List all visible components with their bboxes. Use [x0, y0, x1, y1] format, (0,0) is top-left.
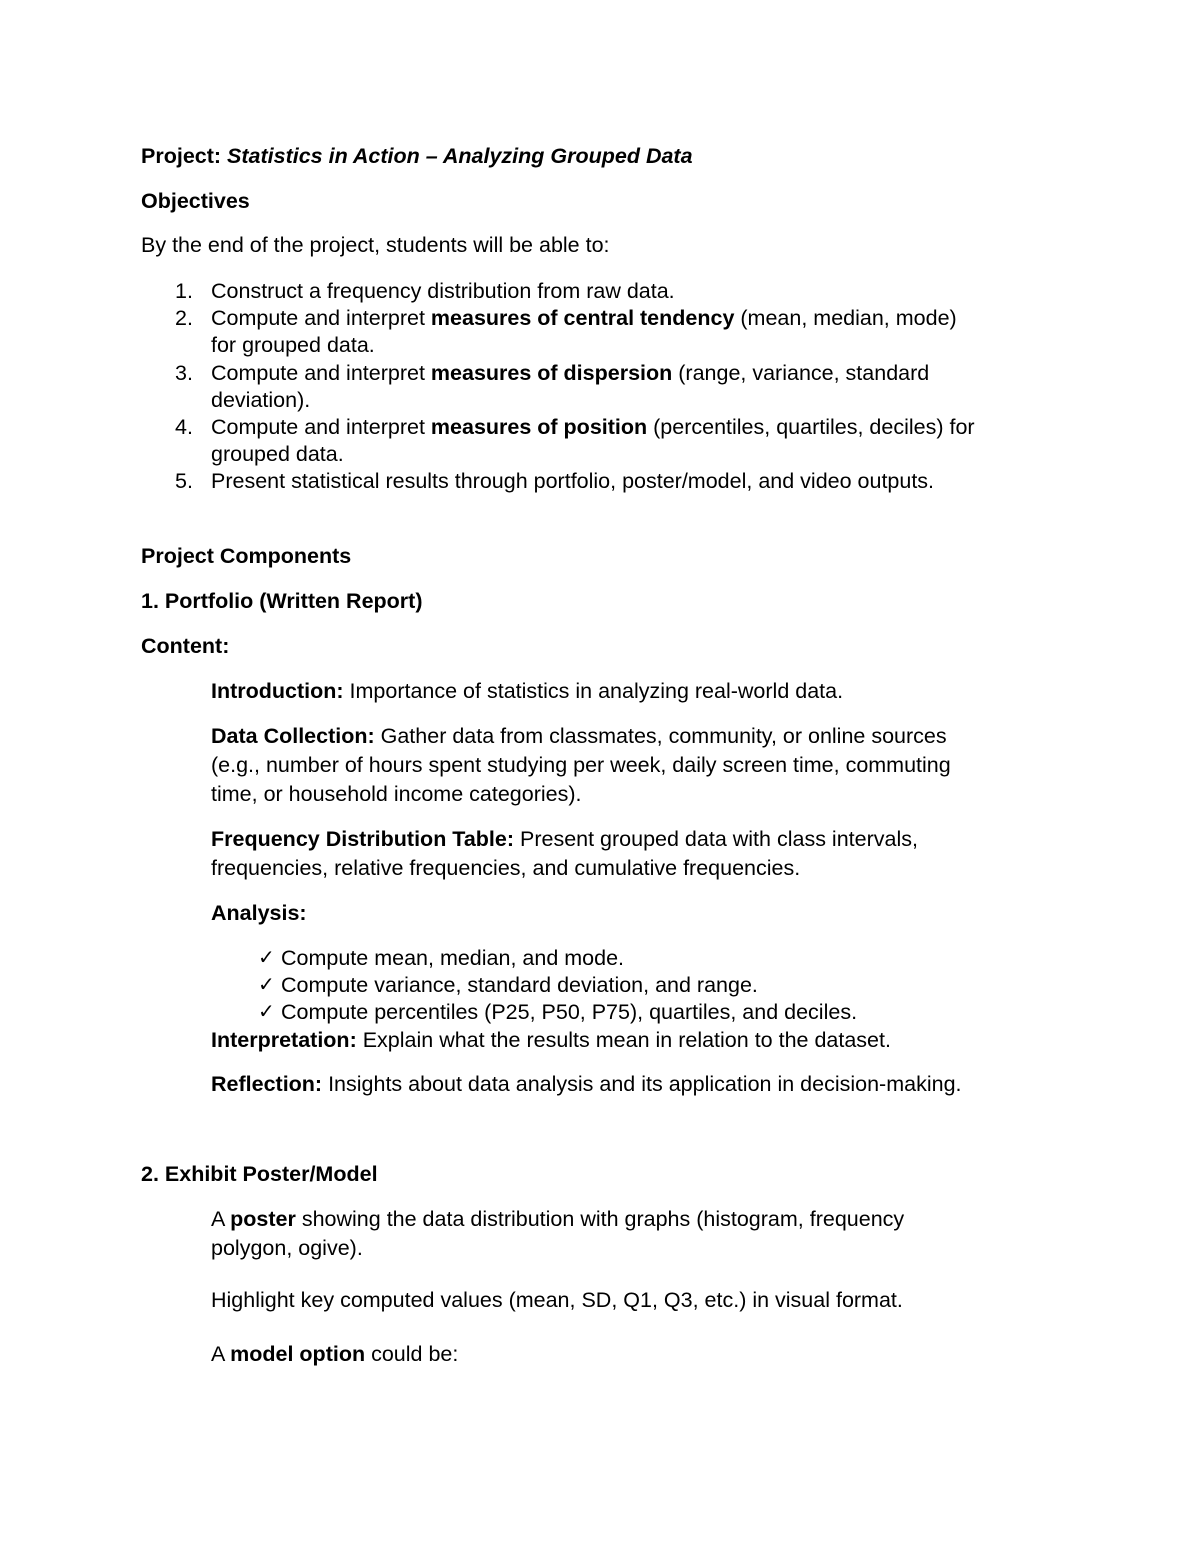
list-item-continuation: deviation).	[211, 388, 311, 412]
list-item-emphasis: measures of dispersion	[430, 361, 673, 385]
poster-emphasis: poster	[230, 1207, 296, 1231]
list-item	[211, 304, 957, 332]
data-collection-text: Gather data from classmates, community, or online sources	[374, 724, 947, 748]
list-item	[211, 467, 934, 495]
check-icon: ✓	[258, 947, 275, 969]
objectives-intro: By the end of the project, students will be able to:	[141, 233, 610, 257]
list-item-number: 5.	[175, 469, 193, 493]
data-collection-line: (e.g., number of hours spent studying per week, daily screen time, commuting	[211, 753, 951, 777]
list-item-text: Compute and interpret	[211, 361, 431, 385]
list-item-number: 4.	[175, 415, 193, 439]
objectives-heading: Objectives	[141, 189, 250, 213]
highlight-paragraph: Highlight key computed values (mean, SD, Q1, Q3, etc.) in visual format.	[211, 1288, 903, 1312]
poster-text: showing the data distribution with graphs (histogram, frequency	[295, 1207, 905, 1231]
check-icon: ✓	[258, 1001, 275, 1023]
content-label: Content:	[141, 634, 230, 658]
analysis-label: Analysis:	[211, 901, 307, 925]
poster-paragraph	[211, 1205, 904, 1233]
data-collection-label: Data Collection:	[211, 724, 375, 748]
list-item	[211, 413, 975, 441]
list-item-emphasis: measures of central tendency	[430, 306, 735, 330]
exhibit-heading: 2. Exhibit Poster/Model	[141, 1162, 378, 1186]
poster-pre: A	[211, 1207, 231, 1231]
frequency-table-paragraph	[211, 825, 918, 853]
checklist-item: Compute mean, median, and mode.	[281, 946, 625, 970]
check-icon: ✓	[258, 974, 275, 996]
list-item	[211, 277, 675, 305]
list-item-text: (mean, median, mode)	[734, 306, 957, 330]
list-item-text: Construct a frequency distribution from raw data.	[211, 279, 675, 303]
reflection-paragraph	[211, 1070, 962, 1098]
reflection-text: Insights about data analysis and its application in decision-making.	[322, 1072, 962, 1096]
reflection-label: Reflection:	[211, 1072, 323, 1096]
list-item-number: 1.	[175, 279, 193, 303]
data-collection-line: time, or household income categories).	[211, 782, 582, 806]
frequency-table-text: Present grouped data with class intervals,	[514, 827, 918, 851]
interpretation-text: Explain what the results mean in relation to the dataset.	[356, 1028, 891, 1052]
list-item-text: (range, variance, standard	[672, 361, 930, 385]
project-label: Project:	[141, 144, 222, 168]
data-collection-paragraph	[211, 722, 947, 750]
list-item-text: (percentiles, quartiles, deciles) for	[647, 415, 975, 439]
model-paragraph	[211, 1340, 458, 1368]
checklist-item: Compute variance, standard deviation, and range.	[281, 973, 758, 997]
list-item-continuation: for grouped data.	[211, 333, 375, 357]
model-pre: A	[211, 1342, 231, 1366]
list-item-number: 2.	[175, 306, 193, 330]
introduction-paragraph	[211, 677, 843, 705]
introduction-label: Introduction:	[211, 679, 344, 703]
checklist-item: Compute percentiles (P25, P50, P75), quartiles, and deciles.	[281, 1000, 858, 1024]
list-item-text: Compute and interpret	[211, 306, 431, 330]
project-name: Statistics in Action – Analyzing Grouped Data	[227, 144, 693, 168]
list-item-text: Compute and interpret	[211, 415, 431, 439]
interpretation-paragraph	[211, 1026, 891, 1054]
model-emphasis: model option	[230, 1342, 366, 1366]
components-heading: Project Components	[141, 544, 352, 568]
frequency-table-label: Frequency Distribution Table:	[211, 827, 515, 851]
list-item	[211, 359, 929, 387]
interpretation-label: Interpretation:	[211, 1028, 357, 1052]
frequency-table-line: frequencies, relative frequencies, and cumulative frequencies.	[211, 856, 801, 880]
portfolio-heading: 1. Portfolio (Written Report)	[141, 589, 423, 613]
list-item-continuation: grouped data.	[211, 442, 344, 466]
list-item-emphasis: measures of position	[430, 415, 648, 439]
introduction-text: Importance of statistics in analyzing real-world data.	[343, 679, 844, 703]
list-item-text: Present statistical results through portfolio, poster/model, and video outputs.	[211, 469, 935, 493]
list-item-number: 3.	[175, 361, 193, 385]
model-text: could be:	[365, 1342, 459, 1366]
project-title	[141, 142, 693, 170]
poster-line: polygon, ogive).	[211, 1236, 363, 1260]
